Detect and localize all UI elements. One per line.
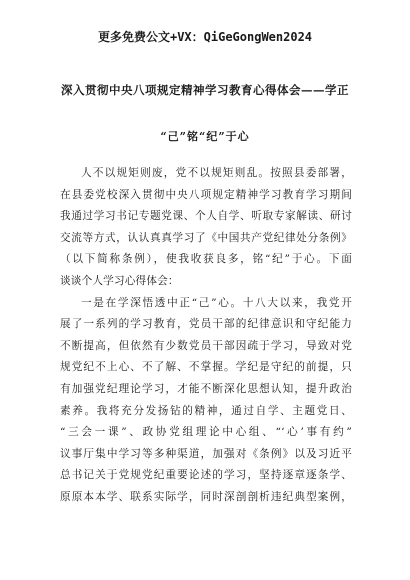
- text-line: 在县委党校深入贯彻中央八项规定精神学习教育学习期间: [60, 188, 352, 201]
- text-line: 规党纪不上心、不了解、不掌握。学纪是守纪的前提，只: [60, 361, 352, 374]
- text-line: “三会一课”、政协党组理论中心组、“‘心’事有约”: [60, 426, 352, 439]
- text-line: 素养。我将充分发扬钻的精神，通过自学、主题党日、: [60, 404, 352, 417]
- document-subtitle: “己”铭“纪”于心: [160, 130, 250, 143]
- document-body: [60, 163, 352, 509]
- text-line: 有加强党纪理论学习，才能不断深化思想认知，提升政治: [60, 382, 352, 395]
- text-line: 一是在学深悟透中正“己”心。十八大以来，我党开: [81, 296, 352, 309]
- document-title: 深入贯彻中央八项规定精神学习教育心得体会——学正: [61, 83, 349, 97]
- text-line: 我通过学习书记专题党课、个人自学、听取专家解读、研讨: [60, 210, 352, 223]
- paragraph-2: [60, 293, 352, 509]
- text-line: 人不以规矩则废，党不以规矩则乱。按照县委部署，: [81, 167, 352, 179]
- text-line: 谈谈个人学习心得体会：: [60, 274, 179, 287]
- text-line: 交流等方式，认认真真学习了《中国共产党纪律处分条例》: [60, 231, 352, 244]
- watermark-header: 更多免费公文+VX：QiGeGongWen2024: [97, 30, 313, 44]
- text-line: 总书记关于党规党纪重要论述的学习，坚持逐章逐条学、: [60, 469, 352, 482]
- text-line: 展了一系列的学习教育，党员干部的纪律意识和守纪能力: [60, 318, 352, 331]
- text-line: 不断提高，但依然有少数党员干部因疏于学习，导致对党: [60, 339, 352, 352]
- text-line: 议事厅集中学习等多种渠道，加强对《条例》以及习近平: [60, 447, 352, 460]
- text-line: 原原本本学、联系实际学，同时深剖剖析违纪典型案例，: [60, 490, 352, 503]
- paragraph-1: [60, 163, 352, 293]
- text-line: （以下简称条例），使我收获良多，铭“纪”于心。下面: [60, 253, 352, 266]
